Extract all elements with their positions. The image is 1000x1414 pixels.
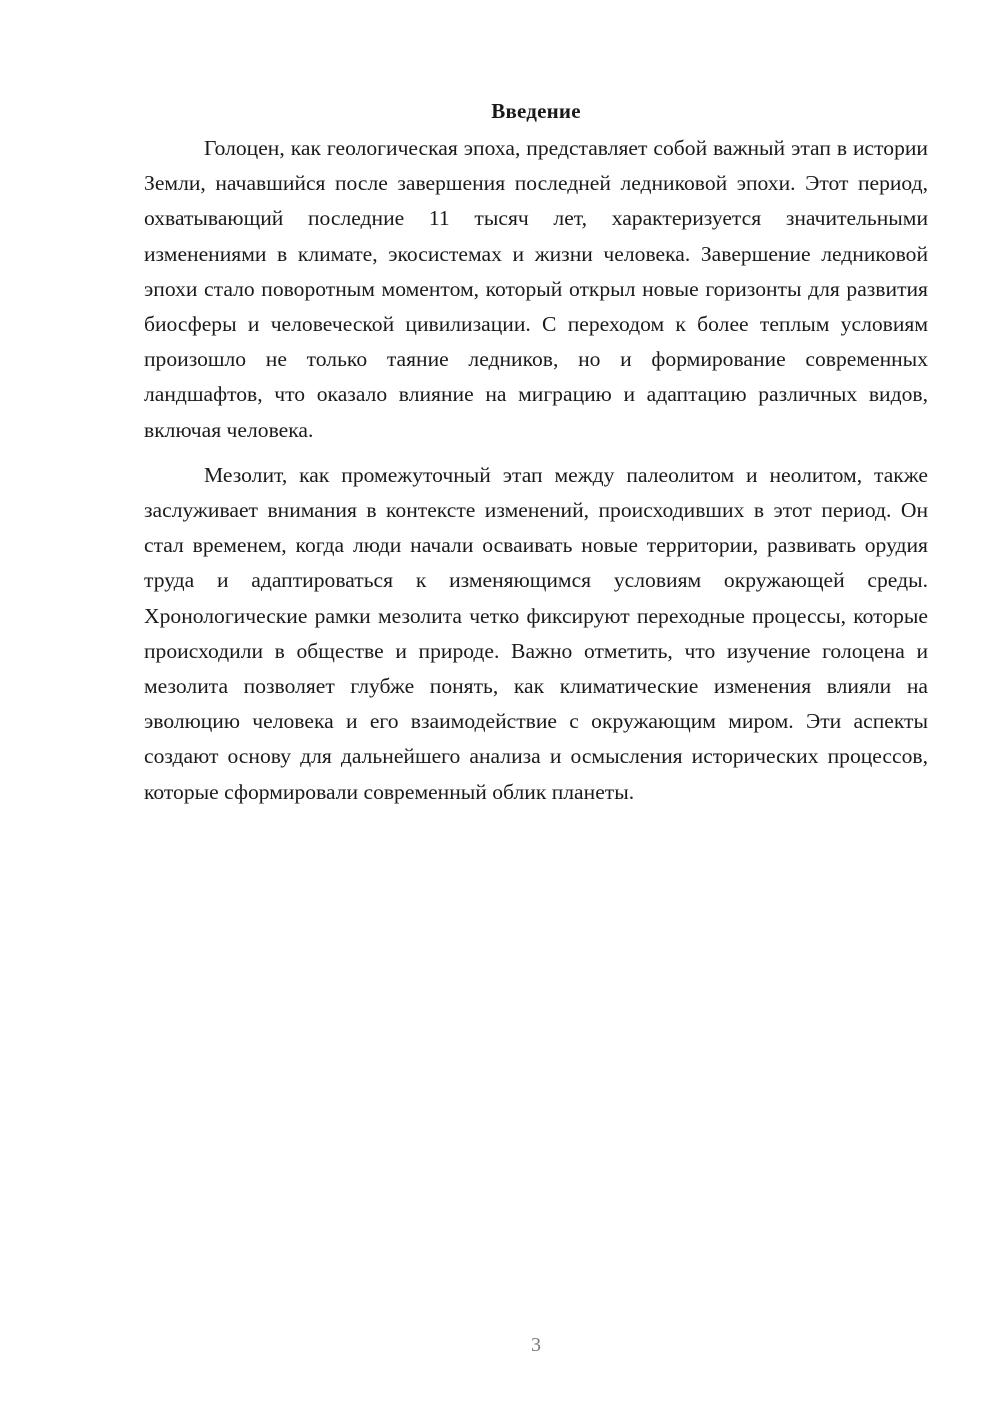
page-content — [144, 95, 928, 810]
paragraph-mesolithic: Мезолит, как промежуточный этап между палеолитом и неолитом, также заслуживает внимания в контексте изменений, происходивших в этот период. Он стал временем, когда люди начали осваивать новые территории, развивать орудия труда и адаптироваться к изменяющимся условиям окружающей среды. Хронологические рамки мезолита четко фиксируют переходные процессы, которые происходили в обществе и природе. Важно отметить, что изучение голоцена и мезолита позволяет глубже понять, как климатические изменения влияли на эволюцию человека и его взаимодействие с окружающим миром. Эти аспекты создают основу для дальнейшего анализа и осмысления исторических процессов, которые сформировали современный облик планеты. — [144, 462, 928, 804]
page-number: 3 — [531, 1334, 541, 1356]
section-heading: Введение — [491, 99, 581, 123]
paragraph-holocene: Голоцен, как геологическая эпоха, представляет собой важный этап в истории Земли, начавшийся после завершения последней ледниковой эпохи. Этот период, охватывающий последние 11 тысяч лет, характеризуется значительными изменениями в климате, экосистемах и жизни человека. Завершение ледниковой эпохи стало поворотным моментом, который открыл новые горизонты для развития биосферы и человеческой цивилизации. С переходом к более теплым условиям произошло не только таяние ледников, но и формирование современных ландшафтов, что оказало влияние на миграцию и адаптацию различных видов, включая человека. — [144, 136, 928, 442]
